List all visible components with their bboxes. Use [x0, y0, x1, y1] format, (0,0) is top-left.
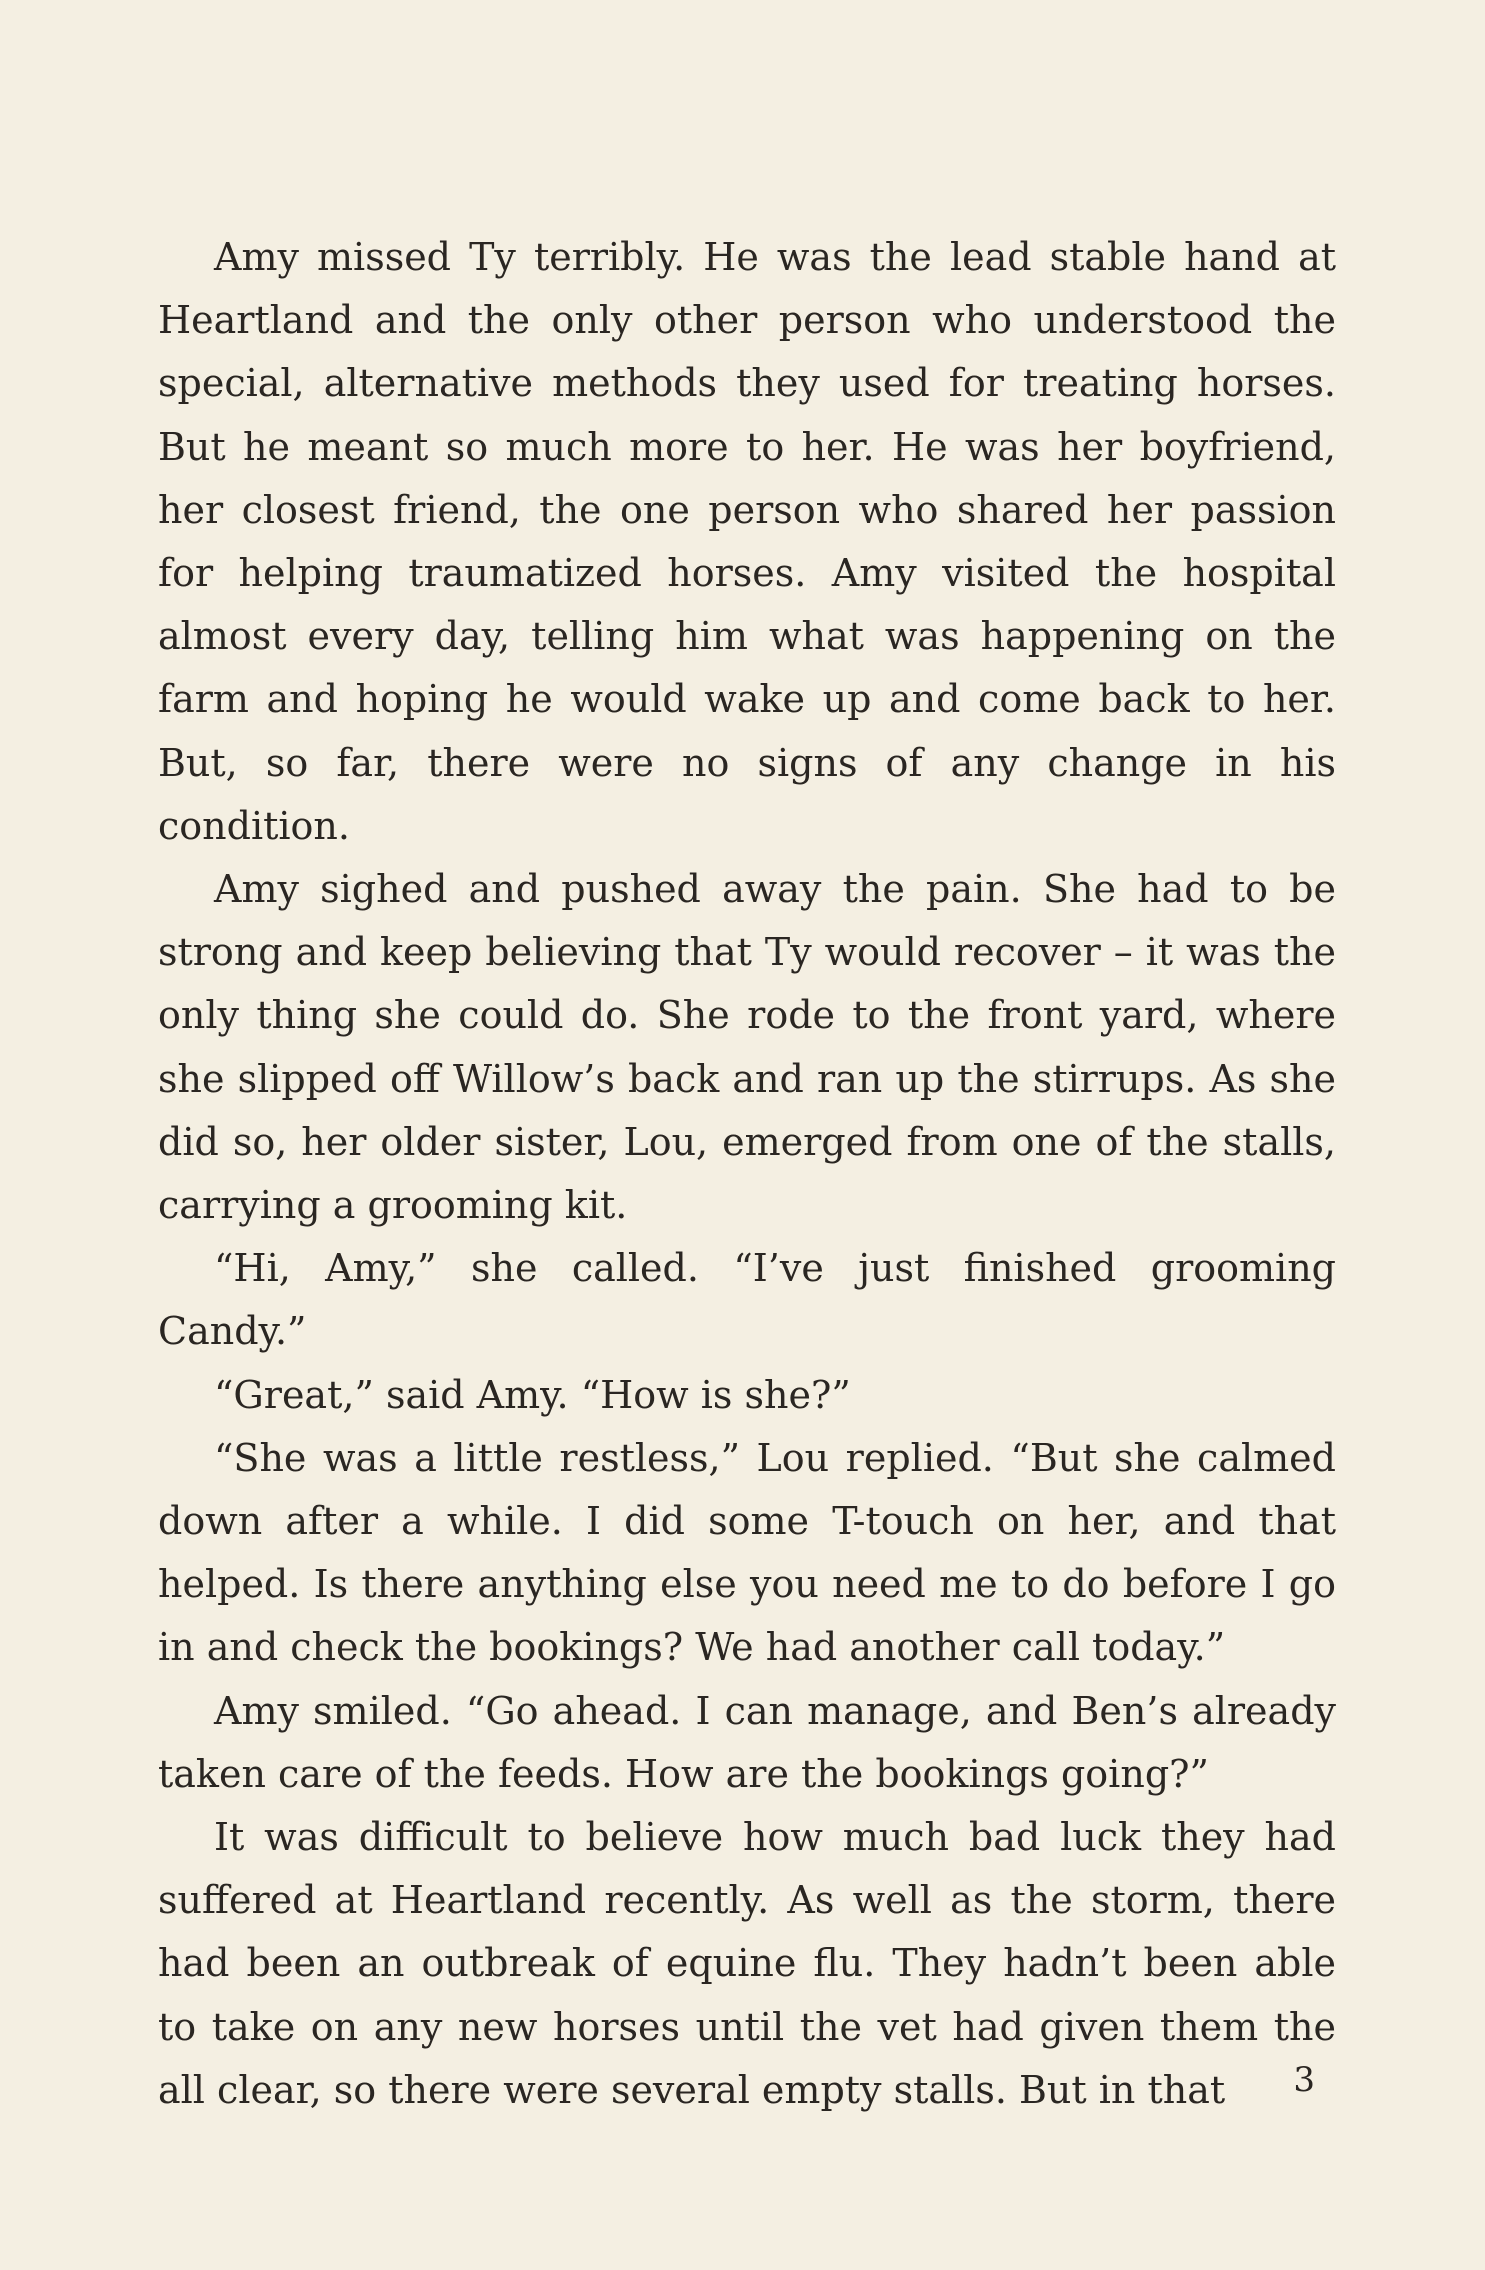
page-number: 3	[1293, 2060, 1315, 2100]
paragraph: “Great,” said Amy. “How is she?”	[214, 1372, 851, 1417]
paragraph: “She was a little restless,” Lou replied. “But she calmed down after a while. I did some T-touch on her, and that helped. Is there anything else you need me to do before I go in and check the bookings? We had another call today.”	[158, 1435, 1336, 1670]
body-text	[158, 226, 1336, 2122]
paragraph: “Hi, Amy,” she called. “I’ve just finished grooming Candy.”	[158, 1246, 1336, 1354]
paragraph: Amy missed Ty terribly. He was the lead stable hand at Heartland and the only other person who understood the special, alternative methods they used for treating horses. But he meant so much more to her. He was her boyfriend, her closest friend, the one person who shared her passion for helping traumatized horses. Amy visited the hospital almost every day, telling him what was happening on the farm and hoping he would wake up and come back to her. But, so far, there were no signs of any change in his condition.	[158, 235, 1336, 848]
paragraph: Amy smiled. “Go ahead. I can manage, and Ben’s already taken care of the feeds. How are the bookings going?”	[158, 1688, 1336, 1796]
paragraph: It was difficult to believe how much bad luck they had suffered at Heartland recently. As well as the storm, there had been an outbreak of equine flu. They hadn’t been able to take on any new horses until the vet had given them the all clear, so there were several empty stalls. But in that	[158, 1815, 1336, 2112]
paragraph: Amy sighed and pushed away the pain. She had to be strong and keep believing that Ty would recover – it was the only thing she could do. She rode to the front yard, where she slipped off Willow’s back and ran up the stirrups. As she did so, her older sister, Lou, emerged from one of the stalls, carrying a grooming kit.	[158, 867, 1336, 1228]
